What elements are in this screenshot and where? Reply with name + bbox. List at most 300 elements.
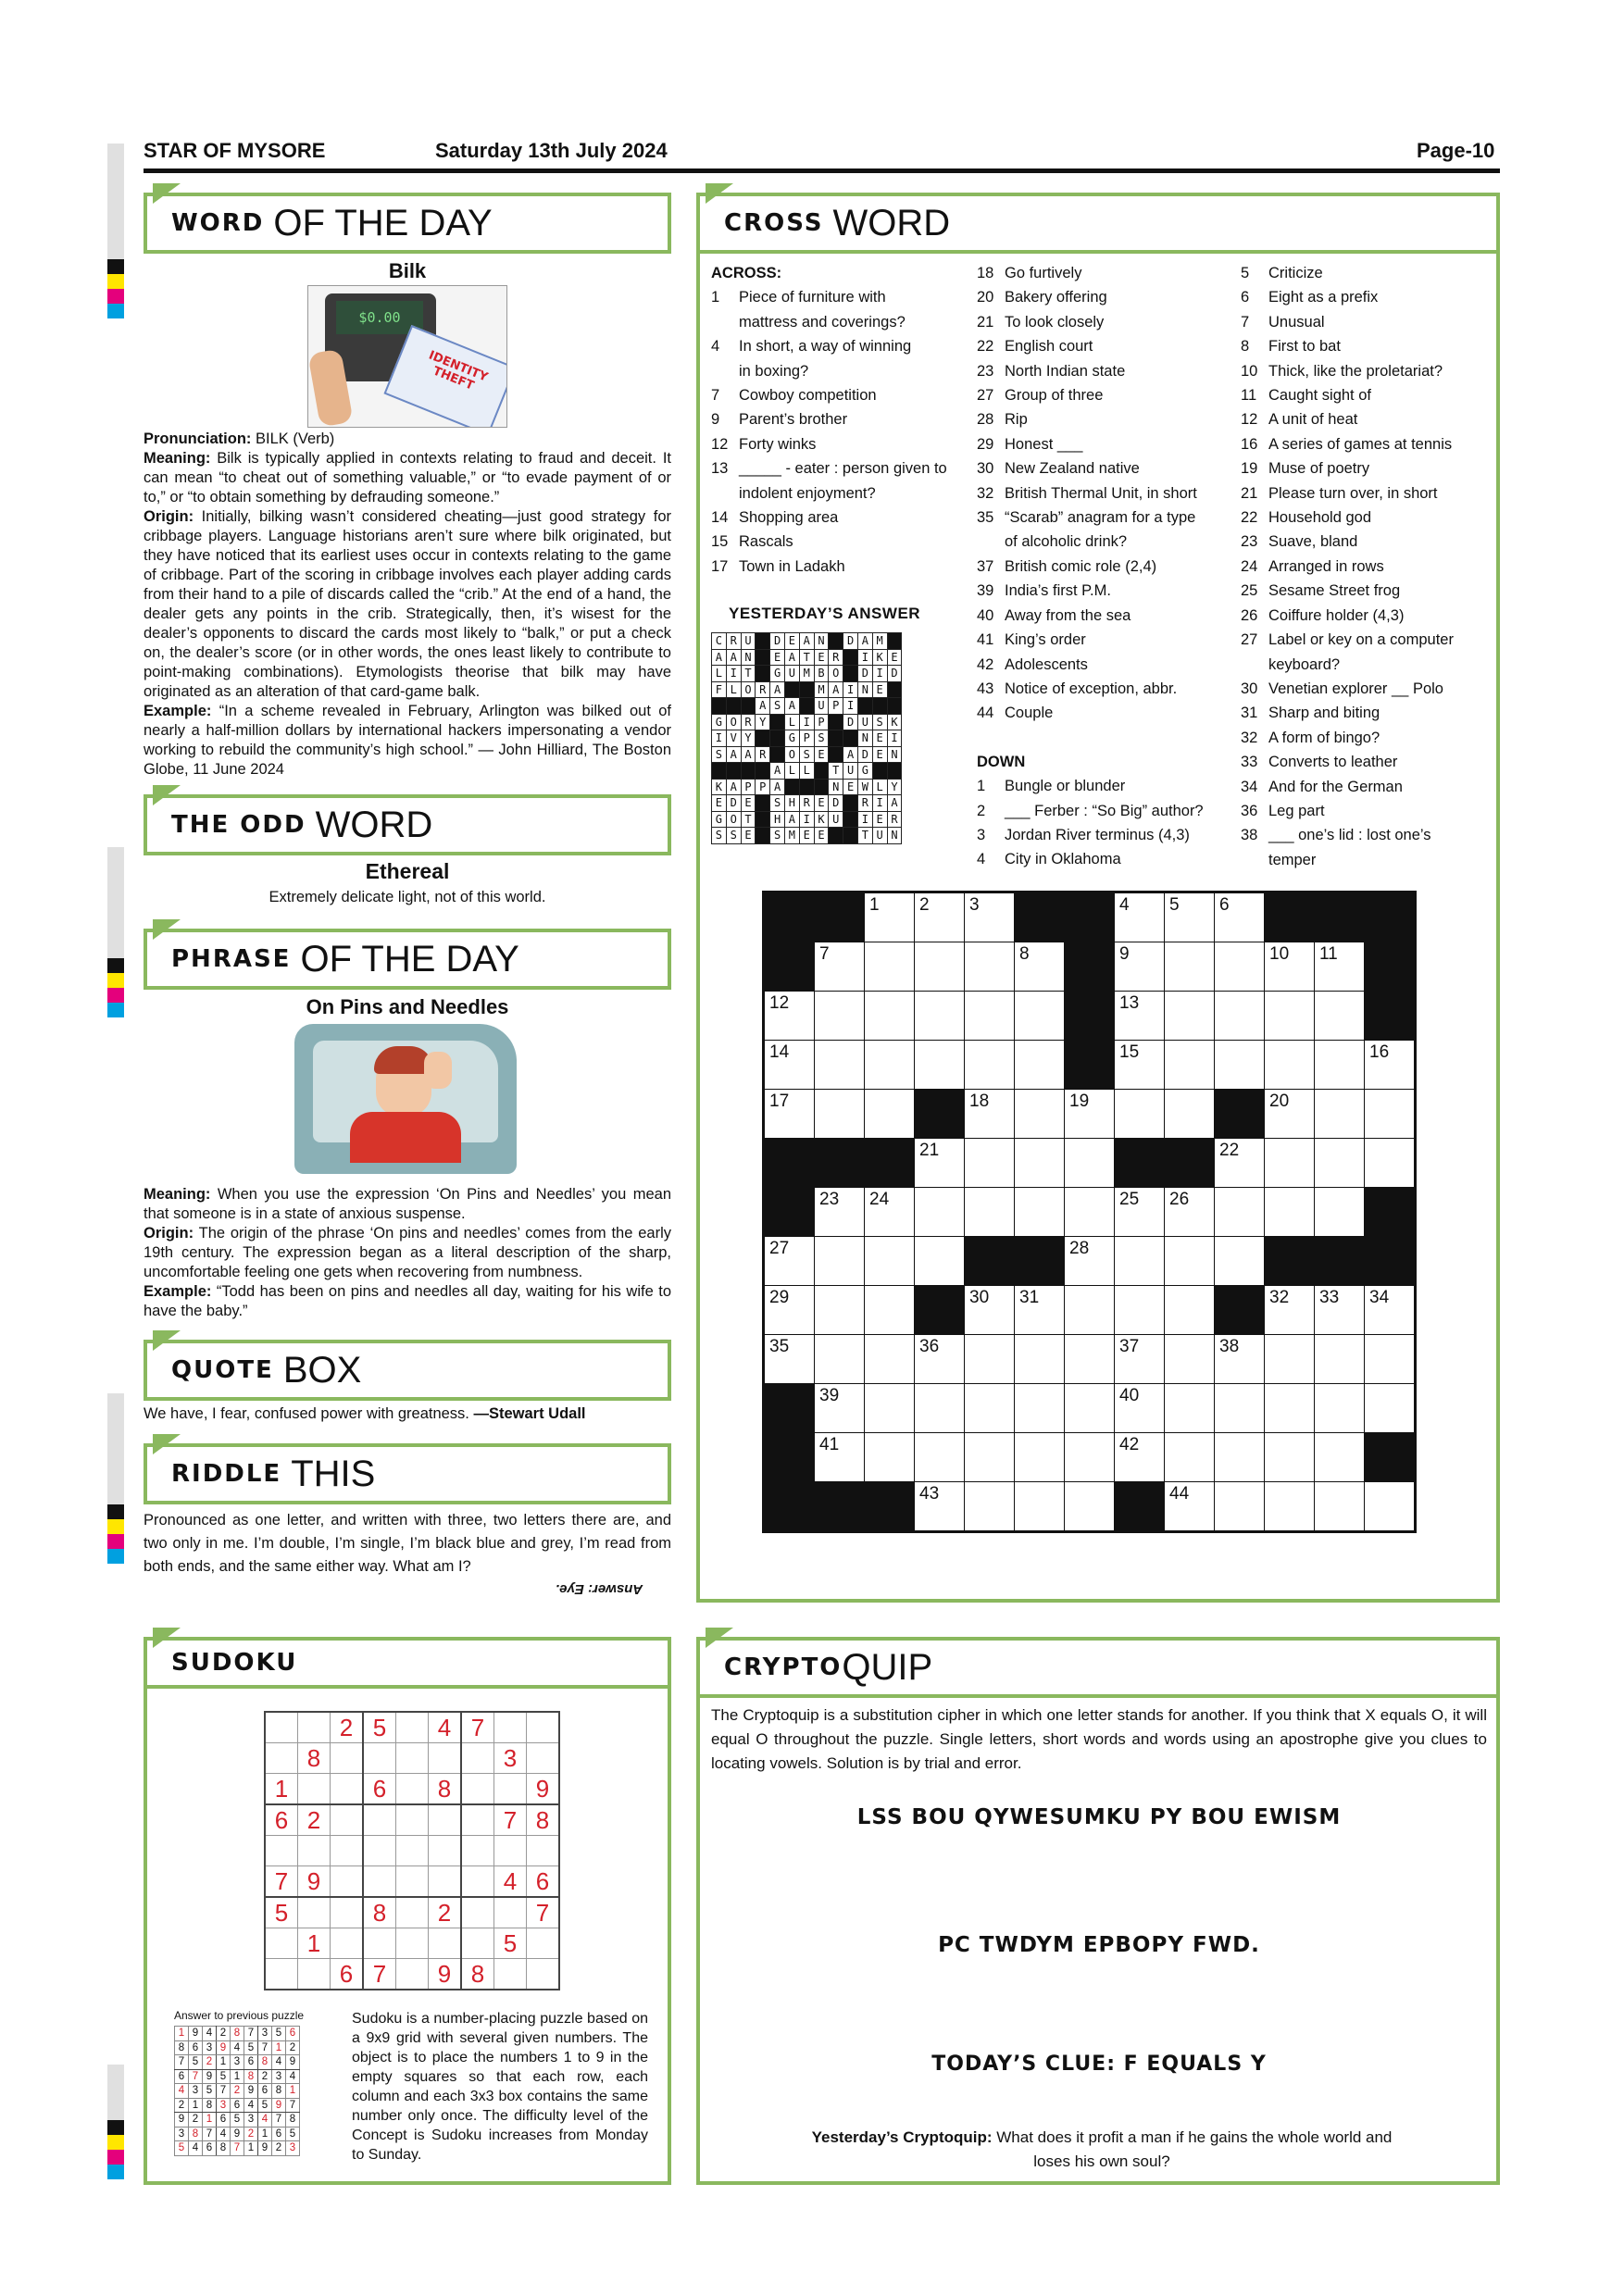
- grid-square: [965, 1188, 1015, 1237]
- clue-number: 41: [819, 1435, 840, 1454]
- sudoku-cell[interactable]: [265, 1959, 298, 1990]
- grid-square: [865, 1335, 915, 1384]
- header-rule: [144, 168, 1500, 173]
- sudoku-cell[interactable]: [494, 1897, 527, 1928]
- prev-sudoku-cell: 5: [217, 2069, 231, 2084]
- black-square: [815, 1482, 865, 1531]
- black-square: [1365, 893, 1415, 942]
- clue-number: 36: [919, 1337, 940, 1356]
- prev-sudoku-cell: 4: [203, 2027, 217, 2041]
- sudoku-cell[interactable]: 6: [265, 1804, 298, 1836]
- sudoku-cell[interactable]: 8: [461, 1959, 494, 1990]
- black-square: [799, 681, 814, 698]
- phrase-title: PHRASE OF THE DAY: [144, 929, 671, 990]
- clue-number: 17: [769, 1092, 790, 1111]
- answer-letter: W: [857, 779, 872, 795]
- sudoku-cell[interactable]: 2: [298, 1804, 331, 1836]
- sudoku-cell[interactable]: 4: [429, 1712, 462, 1743]
- sudoku-cell[interactable]: [298, 1897, 331, 1928]
- black-square: [965, 1237, 1015, 1286]
- sudoku-cell[interactable]: 2: [331, 1712, 364, 1743]
- margin-strip: [107, 1393, 124, 1504]
- black-square: [815, 893, 865, 942]
- clue-item: 7 Cowboy competition: [711, 387, 877, 405]
- grid-square: [1115, 1188, 1165, 1237]
- grid-square: [915, 1041, 965, 1090]
- grid-square: [1015, 1433, 1065, 1482]
- grid-square: [1265, 1090, 1315, 1139]
- sudoku-cell[interactable]: 1: [298, 1928, 331, 1959]
- sudoku-cell[interactable]: [298, 1959, 331, 1990]
- answer-letter: E: [770, 649, 785, 666]
- crossword-grid: [762, 891, 1417, 1533]
- clue-item: 14 Shopping area: [711, 509, 839, 527]
- clue-item: 1 Bungle or blunder: [977, 778, 1126, 795]
- previous-answer-label: Answer to previous puzzle: [174, 2009, 305, 2022]
- sudoku-cell[interactable]: [396, 1774, 429, 1805]
- sudoku-cell[interactable]: 4: [494, 1866, 527, 1898]
- color-mark: [107, 2135, 124, 2150]
- color-mark: [107, 1504, 124, 1519]
- sudoku-cell[interactable]: [265, 1836, 298, 1866]
- color-mark: [107, 1549, 124, 1564]
- answer-letter: P: [829, 698, 843, 715]
- sudoku-cell[interactable]: [265, 1712, 298, 1743]
- grid-square: [1165, 992, 1215, 1041]
- clue-item: 12 A unit of heat: [1241, 411, 1358, 429]
- sudoku-cell[interactable]: [429, 1866, 462, 1898]
- clue-item: 42 Adolescents: [977, 655, 1088, 673]
- prev-sudoku-cell: 5: [244, 2040, 258, 2055]
- sudoku-cell[interactable]: [461, 1804, 494, 1836]
- clue-number: 7: [819, 944, 830, 964]
- grid-square: [965, 1090, 1015, 1139]
- answer-letter: T: [799, 649, 814, 666]
- sudoku-cell[interactable]: 5: [265, 1897, 298, 1928]
- sudoku-cell[interactable]: [298, 1712, 331, 1743]
- prev-sudoku-cell: 1: [175, 2027, 189, 2041]
- yesterday-answer-label: YESTERDAY’S ANSWER: [729, 605, 921, 622]
- clue-number: 40: [1119, 1386, 1140, 1405]
- sudoku-cell[interactable]: 6: [363, 1774, 396, 1805]
- grid-square: [1165, 1433, 1215, 1482]
- black-square: [887, 698, 902, 715]
- sudoku-cell[interactable]: [494, 1712, 527, 1743]
- grid-square: [1015, 1041, 1065, 1090]
- answer-letter: A: [784, 811, 799, 828]
- sudoku-cell[interactable]: 8: [429, 1774, 462, 1805]
- sudoku-cell[interactable]: 3: [494, 1743, 527, 1774]
- prev-sudoku-cell: 9: [217, 2040, 231, 2055]
- black-square: [1215, 1090, 1265, 1139]
- black-square: [843, 649, 858, 666]
- answer-letter: D: [887, 666, 902, 682]
- sudoku-cell[interactable]: [461, 1928, 494, 1959]
- clue-item: 34 And for the German: [1241, 778, 1403, 795]
- prev-sudoku-cell: 3: [272, 2069, 286, 2084]
- grid-square: [1065, 1482, 1115, 1531]
- sudoku-cell[interactable]: [494, 1774, 527, 1805]
- clue-number: 21: [919, 1141, 940, 1160]
- sudoku-cell[interactable]: [527, 1836, 560, 1866]
- quote-title: QUOTE BOX: [144, 1340, 671, 1401]
- clue-number: 27: [769, 1239, 790, 1258]
- answer-letter: D: [770, 633, 785, 650]
- sudoku-cell[interactable]: 5: [363, 1712, 396, 1743]
- grid-square: [1115, 942, 1165, 992]
- sudoku-cell[interactable]: [331, 1897, 364, 1928]
- sudoku-cell[interactable]: 8: [298, 1743, 331, 1774]
- clue-number: 11: [1319, 944, 1338, 964]
- grid-square: [1115, 1237, 1165, 1286]
- prev-sudoku-cell: 1: [258, 2127, 272, 2141]
- answer-letter: M: [799, 666, 814, 682]
- color-mark: [107, 1534, 124, 1549]
- grid-square: [915, 1482, 965, 1531]
- prev-sudoku-cell: 3: [231, 2055, 244, 2070]
- answer-letter: M: [872, 633, 887, 650]
- grid-square: [765, 1237, 815, 1286]
- sudoku-cell[interactable]: 7: [461, 1712, 494, 1743]
- color-mark: [107, 1519, 124, 1534]
- clue-item: 43 Notice of exception, abbr.: [977, 680, 1178, 697]
- prev-sudoku-cell: 4: [175, 2084, 189, 2099]
- clue-item: temper: [1268, 851, 1317, 868]
- prev-sudoku-cell: 3: [244, 2113, 258, 2128]
- black-square: [829, 828, 843, 844]
- sudoku-cell[interactable]: [527, 1959, 560, 1990]
- sudoku-cell[interactable]: [396, 1743, 429, 1774]
- sudoku-cell[interactable]: [363, 1743, 396, 1774]
- grid-square: [915, 1433, 965, 1482]
- sudoku-cell[interactable]: [527, 1743, 560, 1774]
- grid-square: [815, 1090, 865, 1139]
- sudoku-cell[interactable]: [429, 1804, 462, 1836]
- answer-letter: N: [857, 681, 872, 698]
- clue-number: 30: [969, 1288, 990, 1307]
- clue-item: 13 _____ - eater : person given to: [711, 460, 947, 478]
- grid-square: [1165, 1041, 1215, 1090]
- grid-square: [765, 1090, 815, 1139]
- prev-sudoku-cell: 7: [258, 2040, 272, 2055]
- answer-letter: P: [799, 730, 814, 747]
- grid-square: [815, 1384, 865, 1433]
- sudoku-cell[interactable]: [461, 1836, 494, 1866]
- answer-letter: P: [756, 779, 770, 795]
- clue-item: 3 Jordan River terminus (4,3): [977, 826, 1190, 843]
- prev-sudoku-cell: 4: [272, 2055, 286, 2070]
- clue-number: 43: [919, 1484, 940, 1504]
- prev-sudoku-cell: 7: [175, 2055, 189, 2070]
- clue-number: 34: [1369, 1288, 1390, 1307]
- sudoku-cell[interactable]: 9: [298, 1866, 331, 1898]
- color-mark: [107, 2165, 124, 2179]
- black-square: [814, 779, 829, 795]
- margin-strip: [107, 144, 124, 259]
- clue-item: 21 Please turn over, in short: [1241, 484, 1438, 502]
- grid-square: [1215, 942, 1265, 992]
- clue-number: 10: [1269, 944, 1290, 964]
- grid-square: [915, 1384, 965, 1433]
- answer-letter: Y: [741, 730, 756, 747]
- answer-letter: S: [770, 698, 785, 715]
- sudoku-cell[interactable]: [331, 1743, 364, 1774]
- sudoku-cell[interactable]: [331, 1928, 364, 1959]
- answer-letter: A: [784, 698, 799, 715]
- black-square: [1365, 942, 1415, 992]
- sudoku-cell[interactable]: [429, 1928, 462, 1959]
- sudoku-cell[interactable]: 1: [265, 1774, 298, 1805]
- clue-number: 42: [1119, 1435, 1140, 1454]
- answer-letter: L: [784, 714, 799, 730]
- grid-square: [1015, 1139, 1065, 1188]
- sudoku-cell[interactable]: [396, 1897, 429, 1928]
- across-clues-2: 18 Go furtively 20 Bakery offering 21 To look closely 22 English court 23 North Indian state 27 Group of three 28 Rip 29 Honest ___ 30 New Zealand native 32 British Thermal Unit, in short 35 “Scarab” anagram for a type of alcoholic drink? 37 British comic role (2,4) 39 India’s first P.M. 40 Away from the sea 41 King’s order 42 Adolescents 43 Notice of exception, abbr. 44 Couple DOWN 1 Bungle or blunder 2 ___ Ferber : “So Big” author? 3 Jordan River terminus (4,3) 4 City in Oklahoma: [977, 261, 1241, 872]
- answer-letter: S: [726, 828, 741, 844]
- grid-square: [1265, 942, 1315, 992]
- sudoku-cell[interactable]: 8: [363, 1897, 396, 1928]
- sudoku-cell[interactable]: 9: [429, 1959, 462, 1990]
- sudoku-cell[interactable]: 6: [527, 1866, 560, 1898]
- sudoku-cell[interactable]: [265, 1743, 298, 1774]
- black-square: [829, 746, 843, 763]
- black-square: [1065, 992, 1115, 1041]
- grid-square: [1315, 1090, 1365, 1139]
- black-square: [756, 730, 770, 747]
- black-square: [765, 1384, 815, 1433]
- clue-item: 12 Forty winks: [711, 435, 817, 453]
- clue-number: 3: [969, 895, 980, 915]
- sudoku-cell[interactable]: [396, 1804, 429, 1836]
- black-square: [712, 763, 727, 780]
- black-square: [1315, 1237, 1365, 1286]
- sudoku-cell[interactable]: [363, 1866, 396, 1898]
- prev-sudoku-cell: 2: [189, 2113, 203, 2128]
- grid-square: [815, 942, 865, 992]
- clue-item: 22 English court: [977, 338, 1093, 356]
- clue-item: 28 Rip: [977, 411, 1028, 429]
- sudoku-cell[interactable]: 7: [527, 1897, 560, 1928]
- black-square: [756, 763, 770, 780]
- answer-letter: U: [857, 714, 872, 730]
- sudoku-cell[interactable]: 7: [494, 1804, 527, 1836]
- sudoku-cell[interactable]: [298, 1774, 331, 1805]
- black-square: [865, 1482, 915, 1531]
- clue-number: 29: [769, 1288, 790, 1307]
- black-square: [1215, 1286, 1265, 1335]
- prev-sudoku-cell: 6: [189, 2040, 203, 2055]
- grid-square: [1065, 1384, 1115, 1433]
- prev-sudoku-cell: 7: [189, 2069, 203, 2084]
- prev-sudoku-cell: 1: [286, 2084, 300, 2099]
- sudoku-cell[interactable]: [363, 1836, 396, 1866]
- grid-square: [865, 1433, 915, 1482]
- prev-sudoku-cell: 4: [286, 2069, 300, 2084]
- grid-square: [1015, 1482, 1065, 1531]
- black-square: [1015, 893, 1065, 942]
- margin-strip: [107, 847, 124, 958]
- grid-square: [1115, 893, 1165, 942]
- identity-theft-image: $0.00 IDENTITY THEFT: [307, 285, 507, 428]
- sudoku-cell[interactable]: [527, 1712, 560, 1743]
- grid-square: [1265, 1286, 1315, 1335]
- odd-word-title: THE ODD WORD: [144, 794, 671, 855]
- grid-square: [1265, 1335, 1315, 1384]
- sudoku-cell[interactable]: [396, 1959, 429, 1990]
- grid-square: [1315, 1433, 1365, 1482]
- black-square: [726, 698, 741, 715]
- sudoku-cell[interactable]: [461, 1774, 494, 1805]
- sudoku-cell[interactable]: 5: [494, 1928, 527, 1959]
- black-square: [1365, 992, 1415, 1041]
- sudoku-cell[interactable]: [396, 1928, 429, 1959]
- prev-sudoku-cell: 1: [203, 2113, 217, 2128]
- grid-square: [1215, 1482, 1265, 1531]
- prev-sudoku-cell: 9: [231, 2127, 244, 2141]
- prev-sudoku-cell: 3: [258, 2027, 272, 2041]
- black-square: [765, 1433, 815, 1482]
- grid-square: [1215, 893, 1265, 942]
- clue-number: 25: [1119, 1190, 1140, 1209]
- color-mark: [107, 2120, 124, 2135]
- clue-item: 16 A series of games at tennis: [1241, 435, 1453, 453]
- grid-square: [1315, 1384, 1365, 1433]
- color-mark: [107, 1003, 124, 1017]
- sudoku-cell[interactable]: 6: [331, 1959, 364, 1990]
- grid-square: [865, 942, 915, 992]
- prev-sudoku-cell: 9: [189, 2027, 203, 2041]
- grid-square: [1165, 1335, 1215, 1384]
- clue-item: 23 North Indian state: [977, 362, 1126, 380]
- sudoku-cell[interactable]: [461, 1743, 494, 1774]
- answer-letter: R: [829, 649, 843, 666]
- grid-square: [1115, 1090, 1165, 1139]
- grid-square: [1165, 942, 1215, 992]
- clue-item: 40 Away from the sea: [977, 606, 1131, 624]
- sudoku-cell[interactable]: [527, 1928, 560, 1959]
- answer-letter: G: [712, 811, 727, 828]
- corner-flag: [153, 183, 181, 204]
- answer-letter: R: [887, 811, 902, 828]
- clue-item: 20 Bakery offering: [977, 289, 1107, 306]
- sudoku-cell[interactable]: [331, 1866, 364, 1898]
- black-square: [829, 633, 843, 650]
- sudoku-cell[interactable]: [331, 1836, 364, 1866]
- answer-letter: T: [829, 763, 843, 780]
- sudoku-cell[interactable]: [429, 1836, 462, 1866]
- answer-letter: P: [741, 779, 756, 795]
- prev-sudoku-cell: 4: [258, 2113, 272, 2128]
- clue-item: 39 India’s first P.M.: [977, 582, 1111, 600]
- sudoku-cell[interactable]: [396, 1836, 429, 1866]
- answer-letter: O: [726, 811, 741, 828]
- sudoku-cell[interactable]: 7: [265, 1866, 298, 1898]
- sudoku-cell[interactable]: 9: [527, 1774, 560, 1805]
- grid-square: [965, 1041, 1015, 1090]
- clue-number: 19: [1069, 1092, 1090, 1111]
- word-of-day-title: WORD OF THE DAY: [144, 193, 671, 254]
- clue-number: 23: [819, 1190, 840, 1209]
- answer-letter: E: [814, 746, 829, 763]
- sudoku-cell[interactable]: [363, 1804, 396, 1836]
- grid-square: [1065, 1286, 1115, 1335]
- answer-letter: K: [814, 811, 829, 828]
- answer-letter: L: [799, 763, 814, 780]
- grid-square: [1015, 1335, 1065, 1384]
- sudoku-cell[interactable]: 7: [363, 1959, 396, 1990]
- clue-item: 30 Venetian explorer __ Polo: [1241, 680, 1443, 697]
- black-square: [829, 730, 843, 747]
- sudoku-cell[interactable]: [363, 1928, 396, 1959]
- black-square: [799, 779, 814, 795]
- prev-sudoku-cell: 2: [272, 2141, 286, 2156]
- grid-square: [1115, 1286, 1165, 1335]
- black-square: [712, 698, 727, 715]
- anxious-driver-image: [294, 1024, 517, 1174]
- answer-letter: A: [843, 746, 858, 763]
- grid-square: [1115, 1041, 1165, 1090]
- sudoku-cell[interactable]: [298, 1836, 331, 1866]
- answer-letter: P: [814, 714, 829, 730]
- answer-letter: G: [712, 714, 727, 730]
- clue-number: 6: [1219, 895, 1230, 915]
- sudoku-cell[interactable]: [396, 1866, 429, 1898]
- sudoku-cell[interactable]: [331, 1774, 364, 1805]
- answer-letter: L: [784, 763, 799, 780]
- answer-letter: A: [784, 649, 799, 666]
- black-square: [765, 1188, 815, 1237]
- clue-item: 8 First to bat: [1241, 338, 1341, 356]
- prev-sudoku-cell: 9: [244, 2084, 258, 2099]
- prev-sudoku-cell: 6: [286, 2027, 300, 2041]
- sudoku-cell[interactable]: [265, 1928, 298, 1959]
- clue-item: 6 Eight as a prefix: [1241, 289, 1379, 306]
- black-square: [1065, 1041, 1115, 1090]
- prev-sudoku-cell: 2: [244, 2127, 258, 2141]
- grid-square: [1115, 1335, 1165, 1384]
- answer-letter: S: [814, 730, 829, 747]
- grid-square: [865, 893, 915, 942]
- sudoku-cell[interactable]: [494, 1959, 527, 1990]
- sudoku-cell[interactable]: [331, 1804, 364, 1836]
- grid-square: [1015, 1090, 1065, 1139]
- corner-flag: [706, 1628, 733, 1648]
- answer-letter: E: [843, 779, 858, 795]
- answer-letter: I: [887, 730, 902, 747]
- sudoku-cell[interactable]: [461, 1897, 494, 1928]
- answer-letter: S: [770, 828, 785, 844]
- grid-square: [815, 992, 865, 1041]
- prev-sudoku-cell: 2: [286, 2040, 300, 2055]
- answer-letter: I: [843, 681, 858, 698]
- answer-letter: E: [741, 828, 756, 844]
- clue-item: mattress and coverings?: [739, 313, 906, 331]
- sudoku-cell[interactable]: 8: [527, 1804, 560, 1836]
- black-square: [770, 746, 785, 763]
- black-square: [765, 1482, 815, 1531]
- sudoku-cell[interactable]: [494, 1836, 527, 1866]
- clue-item: 1 Piece of furniture with: [711, 289, 886, 306]
- sudoku-cell[interactable]: [461, 1866, 494, 1898]
- riddle-title: RIDDLE THIS: [144, 1443, 671, 1504]
- sudoku-cell[interactable]: 2: [429, 1897, 462, 1928]
- prev-sudoku-cell: 3: [217, 2098, 231, 2113]
- grid-square: [865, 1237, 915, 1286]
- black-square: [1115, 1139, 1165, 1188]
- sudoku-cell[interactable]: [429, 1743, 462, 1774]
- clue-number: 33: [1319, 1288, 1340, 1307]
- sudoku-cell[interactable]: [396, 1712, 429, 1743]
